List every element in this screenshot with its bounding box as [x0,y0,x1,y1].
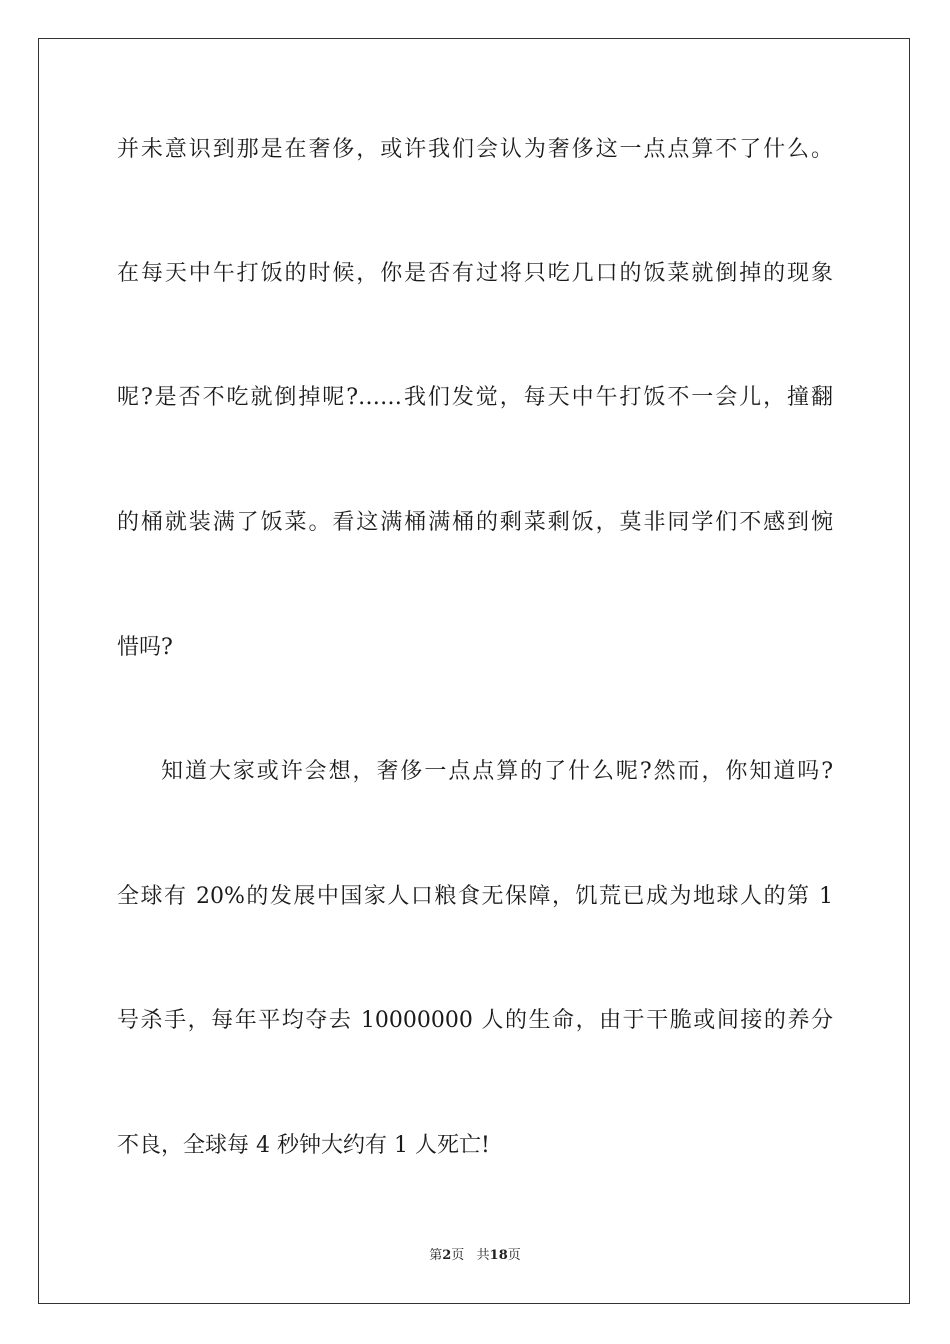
body-text-line-3: 呢?是否不吃就倒掉呢?……我们发觉，每天中午打饭不一会儿，撞翻 [117,385,833,410]
body-text-line-1: 并未意识到那是在奢侈，或许我们会认为奢侈这一点点算不了什么。 [117,137,833,162]
body-text-line-9: 不良，全球每 4 秒钟大约有 1 人死亡! [117,1133,490,1158]
body-text-line-2: 在每天中午打饭的时候，你是否有过将只吃几口的饭菜就倒掉的现象 [117,261,833,286]
body-text-line-4: 的桶就装满了饭菜。看这满桶满桶的剩菜剩饭，莫非同学们不感到惋 [117,510,833,535]
body-text-line-6: 知道大家或许会想，奢侈一点点算的了什么呢?然而，你知道吗? [161,759,833,784]
footer-current-page: 2 [442,1248,452,1263]
footer-prefix: 第 [429,1248,443,1263]
page-footer [0,1246,950,1266]
page-border [38,38,910,1304]
body-text-line-5: 惜吗? [117,635,173,660]
body-text-line-7: 全球有 20%的发展中国家人口粮食无保障，饥荒已成为地球人的第 1 [117,884,833,909]
footer-mid: 页 共 [451,1248,490,1263]
footer-total-pages: 18 [489,1248,508,1263]
footer-suffix: 页 [507,1248,521,1263]
body-text-line-8: 号杀手，每年平均夺去 10000000 人的生命，由于干脆或间接的养分 [117,1008,833,1033]
